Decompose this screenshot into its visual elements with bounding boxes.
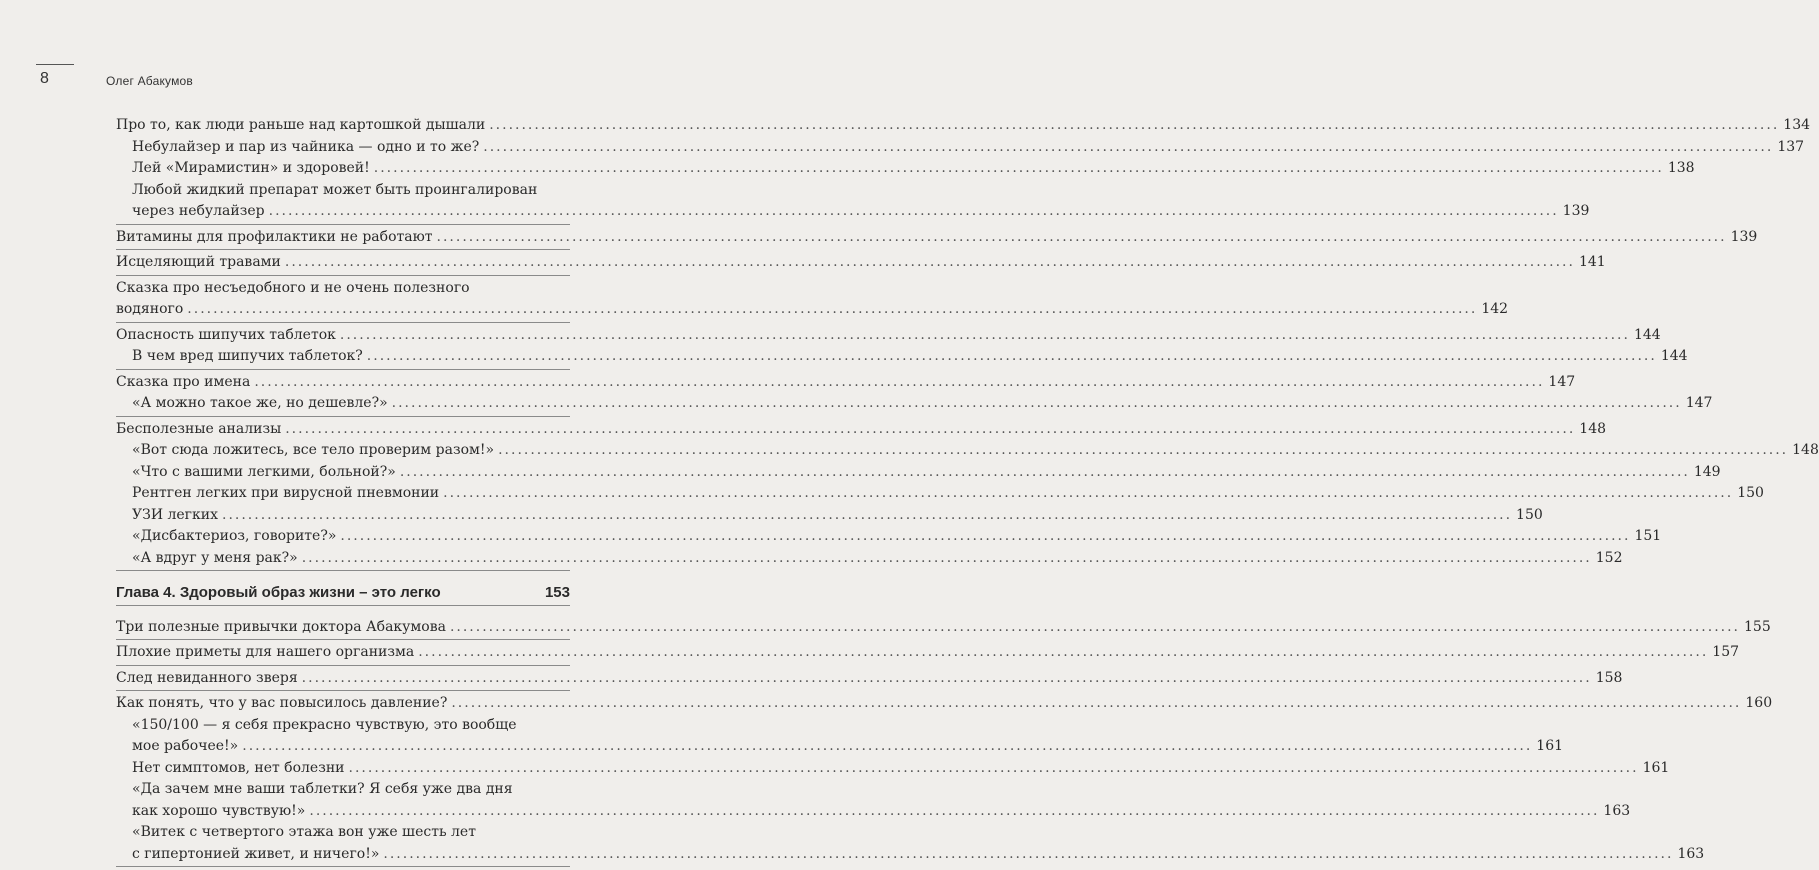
dot-leader: ........................................................................................................................................................................................................ (489, 117, 1780, 133)
toc-separator-rule (116, 570, 570, 571)
toc-entry-title: В чем вред шипучих таблеток? (132, 348, 363, 364)
toc-separator-rule (116, 665, 570, 666)
dot-leader: ........................................................................................................................................................................................................ (373, 160, 1664, 176)
toc-entry-title: Про то, как люди раньше над картошкой дышали (116, 117, 486, 133)
dot-leader: ........................................................................................................................................................................................................ (399, 463, 1690, 480)
dot-leader: ........................................................................................................................................................................................................ (254, 373, 1545, 390)
toc-entry-title: Рентген легких при вирусной пневмонии (132, 485, 440, 501)
toc-page-number: 144 (1660, 348, 1688, 364)
toc-separator-rule (116, 416, 570, 417)
toc-page-number: 147 (1685, 395, 1713, 411)
dot-leader: ........................................................................................................................................................................................................ (418, 644, 1709, 660)
dot-leader: ........................................................................................................................................................................................................ (309, 802, 1600, 819)
toc-entry-title: Опасность шипучих таблеток (116, 326, 336, 343)
dot-leader: ........................................................................................................................................................................................................ (187, 301, 1478, 317)
toc-entry-title: через небулайзер (132, 203, 265, 219)
toc-entry-line: «Витек с четвертого этажа вон уже шесть лет (132, 824, 476, 840)
toc-entry-title: «А можно такое же, но дешевле?» (132, 395, 388, 411)
toc-page-number: 139 (1730, 228, 1758, 245)
toc-separator-rule (116, 690, 570, 691)
dot-leader: ........................................................................................................................................................................................................ (443, 485, 1734, 501)
toc-separator-rule (116, 605, 570, 606)
dot-leader: ........................................................................................................................................................................................................ (383, 845, 1674, 862)
toc-entry-title: «Что с вашими легкими, больной?» (132, 463, 396, 480)
dot-leader: ........................................................................................................................................................................................................ (285, 420, 1576, 437)
toc-entry-title: Нет симптомов, нет болезни (132, 759, 345, 776)
toc-separator-rule (116, 249, 570, 250)
dot-leader: ........................................................................................................................................................................................................ (348, 759, 1639, 776)
toc-entry-line: «150/100 — я себя прекрасно чувствую, это вообще (132, 716, 517, 733)
toc-entry-title: Глава 4. Здоровый образ жизни – это легко (116, 584, 441, 601)
toc-entry-title: Сказка про имена (116, 373, 251, 390)
toc-page-number: 158 (1595, 669, 1623, 686)
toc-entry-title: След невиданного зверя (116, 669, 298, 686)
toc-entry-line: Любой жидкий препарат может быть проингалирован (132, 181, 538, 198)
header-rule (36, 64, 74, 65)
toc-separator-rule (116, 866, 570, 867)
toc-page-number: 134 (1783, 117, 1811, 133)
dot-leader: ........................................................................................................................................................................................................ (242, 738, 1533, 754)
dot-leader: ........................................................................................................................................................................................................ (449, 618, 1740, 635)
toc-entry-title: мое рабочее!» (132, 738, 239, 754)
dot-leader: ........................................................................................................................................................................................................ (498, 442, 1789, 458)
toc-page-number: 138 (1667, 160, 1695, 176)
toc-page-number: 153 (544, 584, 570, 601)
dot-leader: ........................................................................................................................................................................................................ (391, 395, 1682, 411)
toc-page-number: 160 (1745, 695, 1773, 711)
toc-entry-title: Бесполезные анализы (116, 420, 282, 437)
toc-page-number: 144 (1633, 326, 1661, 343)
toc-entry-title: «А вдруг у меня рак?» (132, 549, 298, 566)
toc-page-number: 163 (1603, 802, 1631, 819)
toc-entry-line: «Да зачем мне ваши таблетки? Я себя уже два дня (132, 781, 513, 797)
dot-leader: ........................................................................................................................................................................................................ (301, 669, 1592, 686)
toc-page-number: 142 (1481, 301, 1509, 317)
toc-entry-title: водяного (116, 301, 184, 317)
toc-separator-rule (116, 275, 570, 276)
dot-leader: ........................................................................................................................................................................................................ (301, 549, 1592, 566)
toc-entry-title: «Дисбактериоз, говорите?» (132, 528, 337, 544)
dot-leader: ........................................................................................................................................................................................................ (284, 254, 1575, 270)
dot-leader: ........................................................................................................................................................................................................ (366, 348, 1657, 364)
toc-page-number: 149 (1693, 463, 1721, 480)
toc-page-number: 157 (1712, 644, 1740, 660)
toc-page-number: 161 (1536, 738, 1564, 754)
toc-separator-rule (116, 322, 570, 323)
toc-entry-line: Сказка про несъедобного и не очень полезного (116, 279, 470, 296)
toc-entry-title: УЗИ легких (132, 506, 218, 523)
toc-entry-title: Три полезные привычки доктора Абакумова (116, 618, 446, 635)
toc-page-number: 161 (1642, 759, 1670, 776)
dot-leader: ........................................................................................................................................................................................................ (268, 203, 1559, 219)
running-head-author: Олег Абакумов (106, 74, 194, 88)
toc-separator-rule (116, 369, 570, 370)
toc-page-number: 150 (1737, 485, 1764, 501)
dot-leader: ........................................................................................................................................................................................................ (451, 695, 1742, 711)
toc-entry-title: «Вот сюда ложитесь, все тело проверим разом!» (132, 442, 495, 458)
toc-entry-title: Плохие приметы для нашего организма (116, 644, 415, 660)
toc-page-number: 155 (1744, 618, 1771, 635)
toc-page-number: 139 (1562, 203, 1590, 219)
toc-entry-title: Исцеляющий травами (116, 254, 281, 270)
toc-page-number: 163 (1677, 845, 1705, 862)
toc-page-number: 150 (1516, 506, 1543, 523)
toc-entry-title: Витамины для профилактики не работают (116, 228, 433, 245)
toc-entry-title: как хорошо чувствую!» (132, 802, 306, 819)
toc-entry-title: Лей «Мирамистин» и здоровей! (132, 160, 370, 176)
toc-separator-rule (116, 224, 570, 225)
toc-page-number: 137 (1777, 138, 1805, 155)
dot-leader: ........................................................................................................................................................................................................ (436, 228, 1727, 245)
toc-page-number: 148 (1579, 420, 1607, 437)
toc-page-number: 141 (1578, 254, 1606, 270)
dot-leader: ........................................................................................................................................................................................................ (339, 326, 1630, 343)
toc-page-number: 151 (1634, 528, 1662, 544)
toc-page-number: 152 (1595, 549, 1623, 566)
toc-entry-title: Как понять, что у вас повысилось давление? (116, 695, 448, 711)
dot-leader: ........................................................................................................................................................................................................ (483, 138, 1774, 155)
toc-entry-title: Небулайзер и пар из чайника — одно и то же? (132, 138, 480, 155)
dot-leader: ........................................................................................................................................................................................................ (340, 528, 1631, 544)
toc-entry-title: с гипертонией живет, и ничего!» (132, 845, 380, 862)
toc-separator-rule (116, 639, 570, 640)
page-number: 8 (40, 70, 49, 87)
toc-page-number: 147 (1548, 373, 1576, 390)
dot-leader: ........................................................................................................................................................................................................ (222, 506, 1513, 523)
toc-page-number: 148 (1792, 442, 1819, 458)
